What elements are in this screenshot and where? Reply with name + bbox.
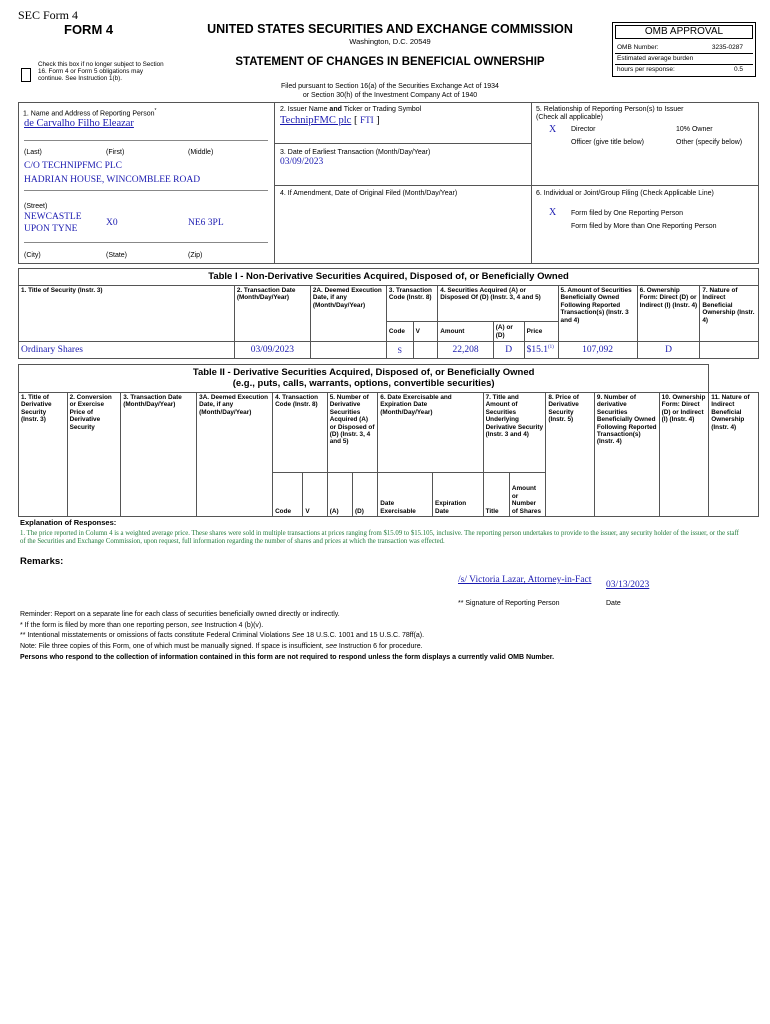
t1-row-v — [413, 342, 438, 359]
state-value: X0 — [106, 218, 118, 228]
t1-header-ownership-form: 6. Ownership Form: Direct (D) or Indirect (I) (Instr. 4) — [637, 286, 700, 342]
more-persons-label: Form filed by More than One Reporting Person — [571, 223, 717, 230]
t1-row-title: Ordinary Shares — [19, 342, 235, 359]
city-value: NEWCASTLE UPON TYNE — [24, 212, 82, 234]
middle-name-label: (Middle) — [188, 149, 214, 156]
box3-label: 3. Date of Earliest Transaction (Month/Day/Year) — [280, 149, 431, 156]
t1-row-amount-owned: 107,092 — [558, 342, 637, 359]
city-label: (City) — [24, 252, 41, 259]
footer-omb-notice: Persons who respond to the collection of information contained in this form are not required to respond unless the form displays a currently valid OMB Number. — [20, 654, 555, 661]
no-longer-subject-checkbox[interactable] — [21, 68, 31, 82]
box5-label: 5. Relationship of Reporting Person(s) to Issuer (Check all applicable) — [536, 106, 684, 121]
t1-row-nature — [700, 342, 759, 359]
t2-header-transaction-code: 4. Transaction Code (Instr. 8) — [273, 393, 328, 473]
reporting-person-name-link[interactable]: de Carvalho Filho Eleazar — [24, 118, 134, 129]
table-2-title: Table II - Derivative Securities Acquired, Disposed of, or Beneficially Owned (e.g., puts, calls, warrants, options, convertible securities) — [19, 365, 709, 393]
table-row — [19, 342, 759, 359]
ticker-symbol: FTI — [360, 115, 374, 125]
t1-sub-code: Code — [386, 322, 413, 342]
box1-label: 1. Name and Address of Reporting Person* — [23, 108, 157, 118]
street-label: (Street) — [24, 203, 48, 210]
omb-title: OMB APPROVAL — [615, 25, 753, 39]
issuer-ticker: TechnipFMC plc [ FTI ] — [280, 115, 380, 126]
t1-sub-price: Price — [524, 322, 558, 342]
zip-value: NE6 3PL — [188, 218, 224, 228]
t1-sub-v: V — [413, 322, 438, 342]
t1-sub-a-or-d: (A) or (D) — [493, 322, 524, 342]
signature-date: 03/13/2023 — [606, 580, 650, 590]
footer-multiple-persons: * If the form is filed by more than one reporting person, see Instruction 4 (b)(v). — [20, 622, 264, 629]
t2-sub-code: Code — [273, 473, 303, 517]
omb-burden-label: Estimated average burden — [617, 55, 694, 62]
omb-hours-label: hours per response: — [617, 66, 675, 73]
table-1-non-derivative — [18, 268, 759, 359]
checkbox-text: Check this box if no longer subject to Section 16. Form 4 or Form 5 obligations may continue. See Instruction 1(b). — [38, 61, 164, 82]
t2-header-price-derivative: 8. Price of Derivative Security (Instr. 5) — [546, 393, 595, 517]
omb-number-value: 3235-0287 — [711, 44, 743, 51]
ten-percent-owner-label: 10% Owner — [676, 126, 713, 133]
officer-label: Officer (give title below) — [571, 139, 645, 146]
zip-label: (Zip) — [188, 252, 203, 259]
t1-header-transaction-code: 3. Transaction Code (Instr. 8) — [386, 286, 437, 322]
director-label: Director — [571, 126, 596, 133]
footer-misstatements: ** Intentional misstatements or omissions of facts constitute Federal Criminal Violations See 18 U.S.C. 1001 and 15 U.S.C. 78ff(a). — [20, 632, 425, 639]
t2-sub-title: Title — [483, 473, 509, 517]
t2-header-conversion-price: 2. Conversion or Exercise Price of Derivative Security — [67, 393, 121, 517]
t2-header-number-derivative: 5. Number of Derivative Securities Acquired (A) or Disposed of (D) (Instr. 3, 4 and 5) — [327, 393, 378, 473]
filed-pursuant-line1: Filed pursuant to Section 16(a) of the Securities Exchange Act of 1934 — [281, 83, 499, 90]
footer-reminder: Reminder: Report on a separate line for each class of securities beneficially owned directly or indirectly. — [20, 611, 340, 618]
omb-number-label: OMB Number: — [617, 44, 659, 51]
t1-row-amount: 22,208 — [438, 342, 494, 359]
t1-row-ownership-form: D — [637, 342, 700, 359]
statement-title: STATEMENT OF CHANGES IN BENEFICIAL OWNERSHIP — [235, 56, 545, 68]
t1-header-transaction-date: 2. Transaction Date (Month/Day/Year) — [234, 286, 310, 342]
earliest-transaction-date: 03/09/2023 — [280, 157, 324, 167]
filed-pursuant-line2: or Section 30(h) of the Investment Company Act of 1940 — [302, 92, 478, 99]
issuer-name-link[interactable]: TechnipFMC plc — [280, 115, 352, 126]
signature-name-link[interactable]: /s/ Victoria Lazar, Attorney-in-Fact — [458, 575, 592, 585]
other-label: Other (specify below) — [676, 139, 743, 146]
sec-form-label: SEC Form 4 — [18, 8, 79, 22]
t2-sub-expiration-date: Expiration Date — [432, 473, 483, 517]
t2-header-ownership-form: 10. Ownership Form: Direct (D) or Indirect (I) (Instr. 4) — [659, 393, 709, 517]
t1-row-deemed-date — [310, 342, 386, 359]
price-footnote-ref: (1) — [548, 344, 554, 350]
t1-header-amount-owned: 5. Amount of Securities Beneficially Owned Following Reported Transaction(s) (Instr. 3 and 4) — [558, 286, 637, 342]
t2-sub-date-exercisable: Date Exercisable — [378, 473, 433, 517]
explanation-title: Explanation of Responses: — [20, 518, 117, 527]
t1-header-securities-acquired: 4. Securities Acquired (A) or Disposed Of (D) (Instr. 3, 4 and 5) — [438, 286, 558, 322]
t2-header-transaction-date: 3. Transaction Date (Month/Day/Year) — [121, 393, 197, 517]
form-title: FORM 4 — [64, 22, 114, 37]
box6-label: 6. Individual or Joint/Group Filing (Check Applicable Line) — [536, 190, 714, 197]
footer-file-copies: Note: File three copies of this Form, one of which must be manually signed. If space is insufficient, see Instruction 6 for procedure. — [20, 643, 423, 650]
t1-sub-amount: Amount — [438, 322, 494, 342]
t1-header-deemed-date: 2A. Deemed Execution Date, if any (Month/Day/Year) — [310, 286, 386, 342]
one-person-label: Form filed by One Reporting Person — [571, 210, 684, 217]
t2-sub-v: V — [303, 473, 327, 517]
remarks-title: Remarks: — [20, 556, 64, 567]
t2-header-number-owned: 9. Number of derivative Securities Beneficially Owned Following Reported Transaction(s) (Instr. 4) — [594, 393, 659, 517]
omb-approval-box — [612, 22, 756, 77]
omb-hours-value: 0.5 — [733, 66, 743, 73]
t1-row-price: $15.1$^{(1)}$ — [524, 342, 558, 359]
table-2-derivative — [18, 364, 759, 517]
t2-header-date-exercisable: 6. Date Exercisable and Expiration Date (Month/Day/Year) — [378, 393, 483, 473]
box2-label: 2. Issuer Name and Ticker or Trading Symbol — [280, 106, 422, 113]
t2-sub-d: (D) — [353, 473, 378, 517]
first-name-label: (First) — [106, 149, 125, 156]
state-label: (State) — [106, 252, 128, 259]
explanation-note-1: 1. The price reported in Column 4 is a weighted average price. These shares were sold in multiple transactions at prices ranging from $15.09 to $15.105, inclusive. The reporting person undertakes to provide to the issuer, any security holder of the issuer, or the staff of the Securities and Exchange Commission, upon request, full information regarding the number of shares and prices at which the transaction was effected. — [20, 530, 739, 545]
t2-sub-a: (A) — [327, 473, 352, 517]
one-person-checkmark[interactable]: X — [549, 207, 557, 218]
table-1-title: Table I - Non-Derivative Securities Acquired, Disposed of, or Beneficially Owned — [19, 269, 759, 286]
address-line2: HADRIAN HOUSE, WINCOMBLEE ROAD — [24, 175, 201, 185]
agency-title: UNITED STATES SECURITIES AND EXCHANGE COMMISSION — [207, 22, 573, 36]
t2-header-title: 1. Title of Derivative Security (Instr. 3) — [19, 393, 68, 517]
address-line1: C/O TECHNIPFMC PLC — [24, 161, 123, 171]
t2-sub-amount-shares: Amount or Number of Shares — [509, 473, 545, 517]
t2-header-deemed-date: 3A. Deemed Execution Date, if any (Month/Day/Year) — [197, 393, 273, 517]
signature-label: ** Signature of Reporting Person — [458, 600, 560, 607]
t1-header-nature-ownership: 7. Nature of Indirect Beneficial Ownership (Instr. 4) — [700, 286, 759, 342]
agency-location: Washington, D.C. 20549 — [349, 37, 431, 46]
last-name-label: (Last) — [24, 149, 42, 156]
t2-header-nature-ownership: 11. Nature of Indirect Beneficial Ownership (Instr. 4) — [709, 393, 759, 517]
t1-row-a-or-d: D — [493, 342, 524, 359]
box4-label: 4. If Amendment, Date of Original Filed (Month/Day/Year) — [280, 190, 458, 197]
t1-header-title-security: 1. Title of Security (Instr. 3) — [19, 286, 235, 342]
director-checkmark[interactable]: X — [549, 124, 557, 135]
t1-row-code: S — [386, 342, 413, 359]
t2-header-title-amount: 7. Title and Amount of Securities Underlying Derivative Security (Instr. 3 and 4) — [483, 393, 546, 473]
signature-date-label: Date — [606, 600, 621, 607]
t1-row-date: 03/09/2023 — [234, 342, 310, 359]
